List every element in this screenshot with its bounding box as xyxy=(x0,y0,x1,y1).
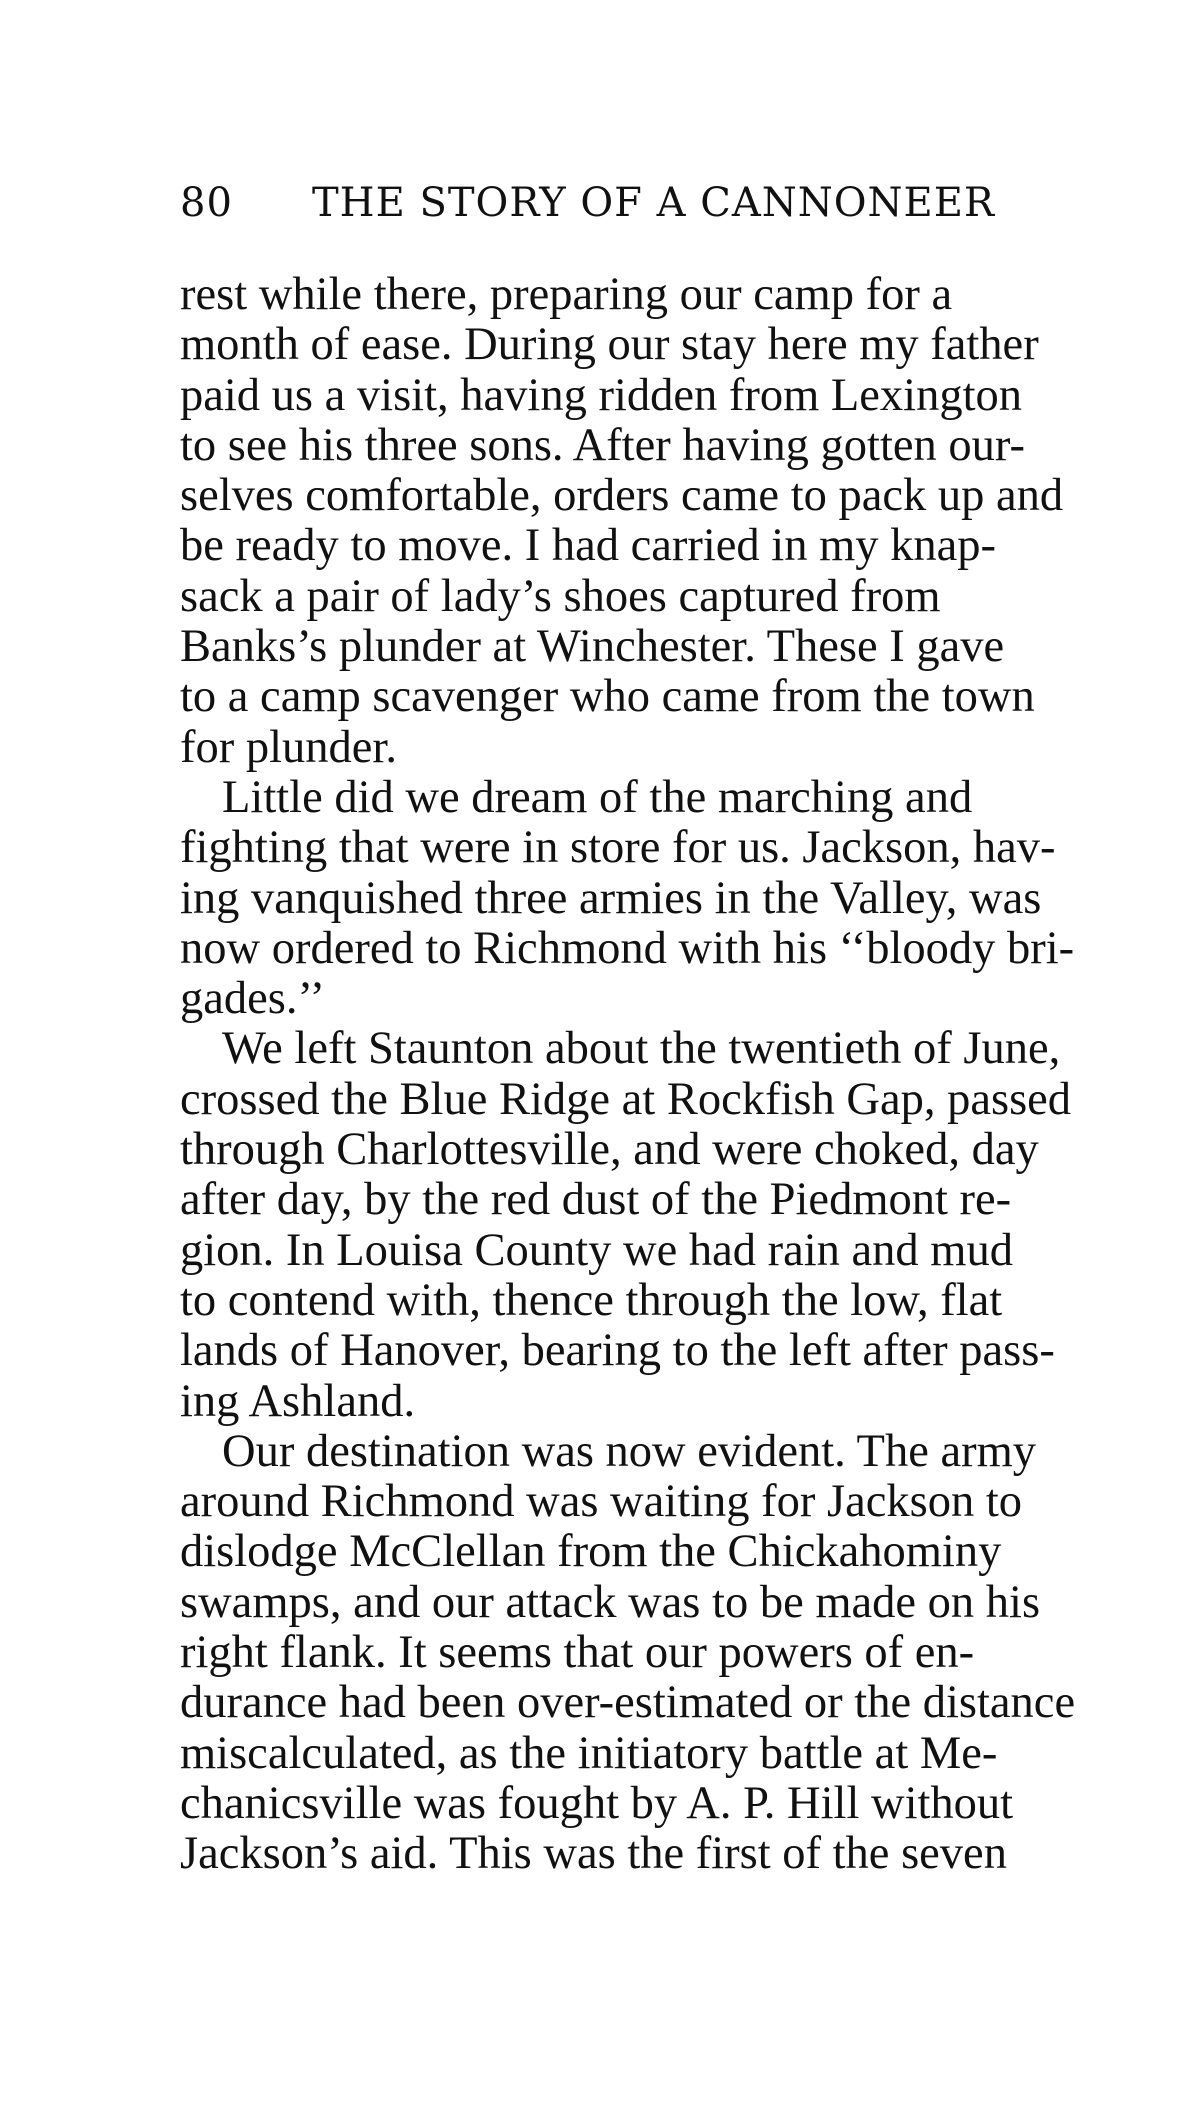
text-line: be ready to move. I had carried in my knap- xyxy=(180,520,997,572)
text-line: after day, by the red dust of the Piedmont re- xyxy=(180,1174,1012,1226)
text-line: sack a pair of lady’s shoes captured from xyxy=(180,570,941,622)
running-title: THE STORY OF A CANNONEER xyxy=(312,180,996,226)
text-line: miscalculated, as the initiatory battle at Me- xyxy=(180,1727,998,1779)
text-line: selves comfortable, orders came to pack up and xyxy=(180,470,1064,522)
text-line: Little did we dream of the marching and xyxy=(222,771,973,823)
text-line: month of ease. During our stay here my father xyxy=(180,319,1039,371)
text-line: Our destination was now evident. The army xyxy=(222,1425,1036,1477)
text-line: swamps, and our attack was to be made on his xyxy=(180,1576,1041,1628)
text-line: lands of Hanover, bearing to the left after pass- xyxy=(180,1325,1055,1377)
text-line: right flank. It seems that our powers of en- xyxy=(180,1627,975,1679)
page-number: 80 xyxy=(180,180,233,226)
text-line: durance had been over-estimated or the distance xyxy=(180,1677,1076,1729)
text-line: around Richmond was waiting for Jackson to xyxy=(180,1476,1023,1528)
text-line: chanicsville was fought by A. P. Hill without xyxy=(180,1777,1014,1829)
text-line: dislodge McClellan from the Chickahominy xyxy=(180,1526,1002,1578)
text-line: paid us a visit, having ridden from Lexington xyxy=(180,369,1023,421)
text-line: through Charlottesville, and were choked, day xyxy=(180,1124,1039,1176)
body-text xyxy=(180,270,1181,1880)
text-line: Banks’s plunder at Winchester. These I gave xyxy=(180,621,1005,673)
text-line: gion. In Louisa County we had rain and mud xyxy=(180,1224,1013,1276)
text-line: crossed the Blue Ridge at Rockfish Gap, passed xyxy=(180,1073,1072,1125)
text-line: gades.’’ xyxy=(180,973,326,1025)
text-line: now ordered to Richmond with his ‘‘bloody bri- xyxy=(180,922,1075,974)
text-line: ing Ashland. xyxy=(180,1375,416,1427)
text-line: ing vanquished three armies in the Valley, was xyxy=(180,872,1042,924)
text-line: fighting that were in store for us. Jackson, hav- xyxy=(180,822,1056,874)
text-line: to contend with, thence through the low, flat xyxy=(180,1274,1003,1326)
text-line: We left Staunton about the twentieth of June, xyxy=(222,1023,1061,1075)
text-line: for plunder. xyxy=(180,721,397,773)
text-line: to a camp scavenger who came from the town xyxy=(180,671,1035,723)
text-line: to see his three sons. After having gotten our- xyxy=(180,419,1025,471)
text-line: Jackson’s aid. This was the first of the seven xyxy=(180,1828,1007,1880)
text-line: rest while there, preparing our camp for a xyxy=(180,269,953,320)
running-header xyxy=(180,180,1058,240)
